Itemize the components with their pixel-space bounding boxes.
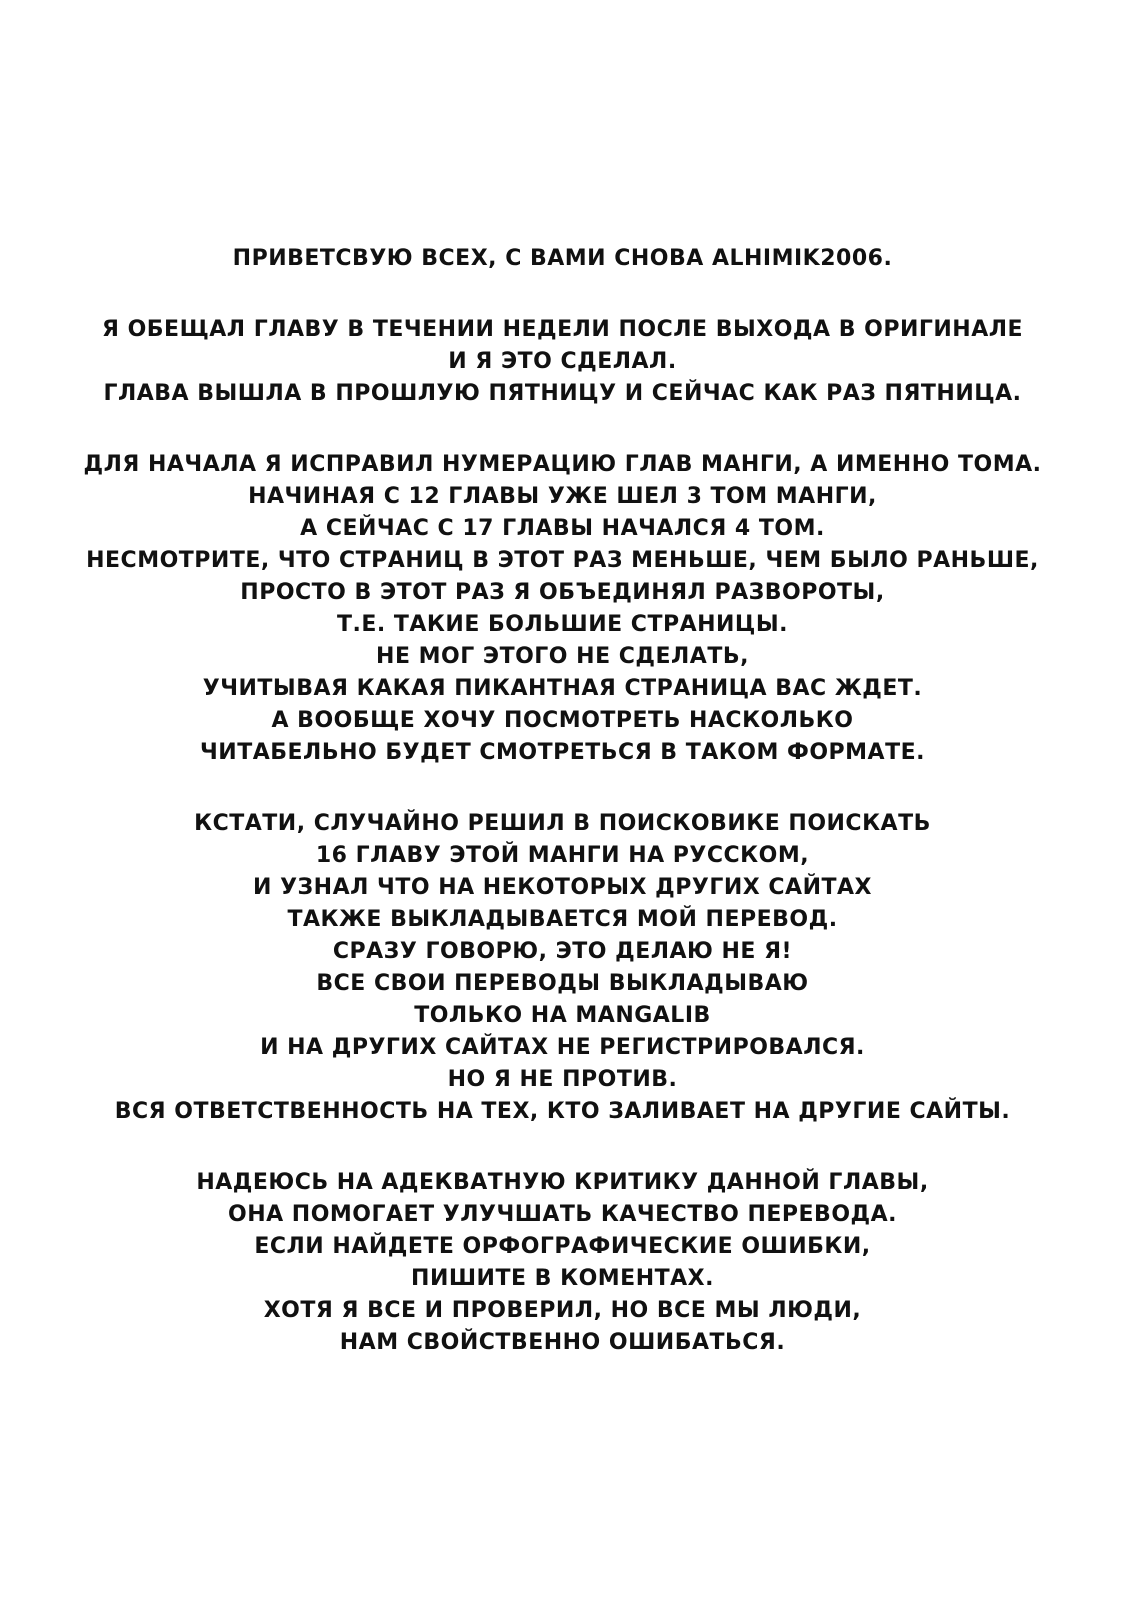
translator-note	[0, 243, 1125, 1359]
text-line: ТОЛЬКО НА MANGALIB	[414, 1003, 711, 1028]
text-line: ВСЕ СВОИ ПЕРЕВОДЫ ВЫКЛАДЫВАЮ	[316, 971, 809, 996]
text-line: 16 ГЛАВУ ЭТОЙ МАНГИ НА РУССКОМ,	[315, 843, 810, 868]
text-line: ДЛЯ НАЧАЛА Я ИСПРАВИЛ НУМЕРАЦИЮ ГЛАВ МАНГИ, А ИМЕННО ТОМА.	[83, 452, 1042, 477]
text-line: И Я ЭТО СДЕЛАЛ.	[448, 349, 677, 374]
text-line: УЧИТЫВАЯ КАКАЯ ПИКАНТНАЯ СТРАНИЦА ВАС ЖДЕТ.	[202, 676, 923, 701]
text-line: КСТАТИ, СЛУЧАЙНО РЕШИЛ В ПОИСКОВИКЕ ПОИСКАТЬ	[194, 811, 931, 836]
text-line: ОНА ПОМОГАЕТ УЛУЧШАТЬ КАЧЕСТВО ПЕРЕВОДА.	[228, 1202, 897, 1227]
paragraph-other-sites	[0, 808, 1125, 1128]
text-line: ПИШИТЕ В КОМЕНТАХ.	[411, 1266, 714, 1291]
text-line: А СЕЙЧАС С 17 ГЛАВЫ НАЧАЛСЯ 4 ТОМ.	[300, 516, 825, 541]
text-line: ЕСЛИ НАЙДЕТЕ ОРФОГРАФИЧЕСКИЕ ОШИБКИ,	[254, 1234, 871, 1259]
text-line: А ВООБЩЕ ХОЧУ ПОСМОТРЕТЬ НАСКОЛЬКО	[271, 708, 854, 733]
text-line: ТАКЖЕ ВЫКЛАДЫВАЕТСЯ МОЙ ПЕРЕВОД.	[287, 907, 838, 932]
paragraph-feedback	[0, 1167, 1125, 1359]
text-line: ПРОСТО В ЭТОТ РАЗ Я ОБЪЕДИНЯЛ РАЗВОРОТЫ,	[240, 580, 885, 605]
text-line: ХОТЯ Я ВСЕ И ПРОВЕРИЛ, НО ВСЕ МЫ ЛЮДИ,	[263, 1298, 862, 1323]
paragraph-chapter-release	[0, 314, 1125, 410]
text-line: И НА ДРУГИХ САЙТАХ НЕ РЕГИСТРИРОВАЛСЯ.	[260, 1035, 865, 1060]
text-line: НАЧИНАЯ С 12 ГЛАВЫ УЖЕ ШЕЛ 3 ТОМ МАНГИ,	[248, 484, 877, 509]
text-line: ГЛАВА ВЫШЛА В ПРОШЛУЮ ПЯТНИЦУ И СЕЙЧАС КАК РАЗ ПЯТНИЦА.	[103, 381, 1022, 406]
text-line: НЕ МОГ ЭТОГО НЕ СДЕЛАТЬ,	[376, 644, 749, 669]
text-line: Т.Е. ТАКИЕ БОЛЬШИЕ СТРАНИЦЫ.	[336, 612, 788, 637]
text-line: НЕСМОТРИТЕ, ЧТО СТРАНИЦ В ЭТОТ РАЗ МЕНЬШЕ, ЧЕМ БЫЛО РАНЬШЕ,	[86, 548, 1039, 573]
text-line: ЧИТАБЕЛЬНО БУДЕТ СМОТРЕТЬСЯ В ТАКОМ ФОРМАТЕ.	[200, 740, 925, 765]
text-line: И УЗНАЛ ЧТО НА НЕКОТОРЫХ ДРУГИХ САЙТАХ	[253, 875, 872, 900]
text-line: НАМ СВОЙСТВЕННО ОШИБАТЬСЯ.	[339, 1330, 786, 1355]
paragraph-volume-numbering	[0, 449, 1125, 769]
text-line: НО Я НЕ ПРОТИВ.	[447, 1067, 678, 1092]
text-line: ВСЯ ОТВЕТСТВЕННОСТЬ НА ТЕХ, КТО ЗАЛИВАЕТ НА ДРУГИЕ САЙТЫ.	[114, 1099, 1011, 1124]
text-line: ПРИВЕТСВУЮ ВСЕХ, С ВАМИ СНОВА ALHIMIK2006.	[232, 246, 893, 271]
paragraph-greeting	[0, 243, 1125, 275]
text-line: НАДЕЮСЬ НА АДЕКВАТНУЮ КРИТИКУ ДАННОЙ ГЛАВЫ,	[196, 1170, 929, 1195]
text-line: СРАЗУ ГОВОРЮ, ЭТО ДЕЛАЮ НЕ Я!	[332, 939, 793, 964]
text-line: Я ОБЕЩАЛ ГЛАВУ В ТЕЧЕНИИ НЕДЕЛИ ПОСЛЕ ВЫХОДА В ОРИГИНАЛЕ	[101, 317, 1024, 342]
